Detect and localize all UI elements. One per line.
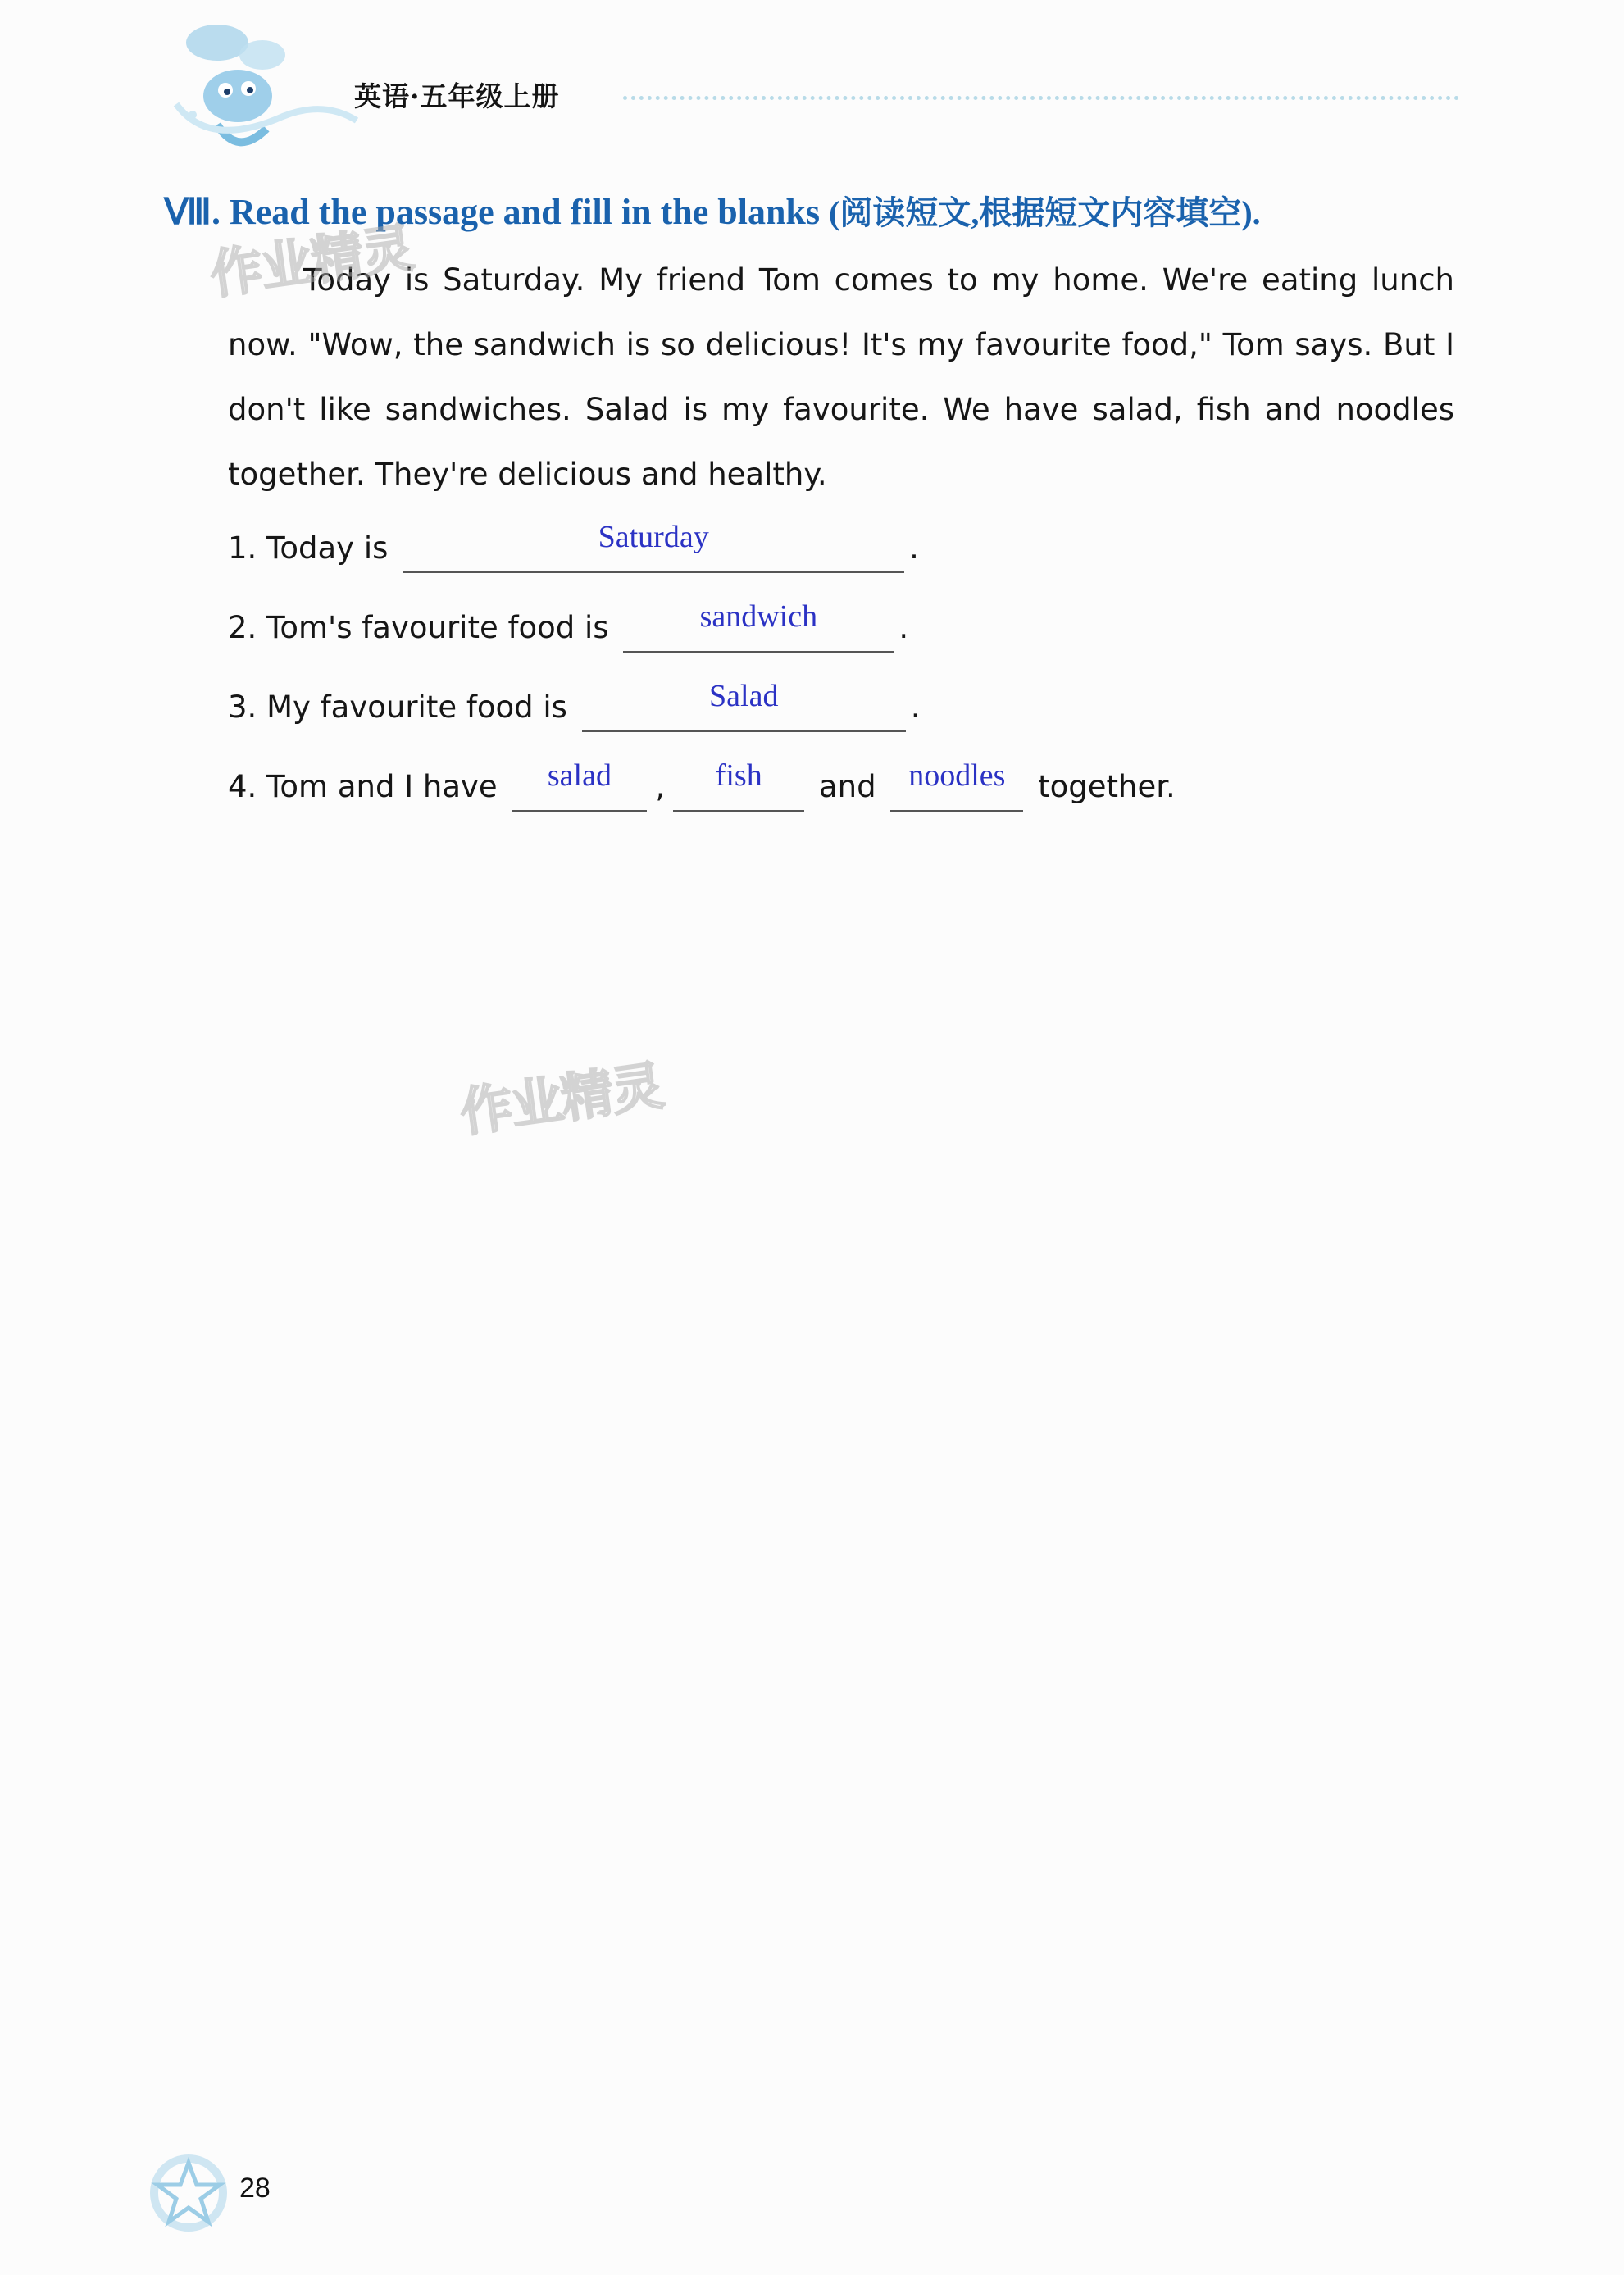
page-number: 28 (239, 2173, 271, 2204)
watermark: 作业精灵 (206, 218, 416, 307)
connector-word: and (818, 769, 876, 804)
answer-text: fish (715, 758, 762, 793)
reading-passage: Today is Saturday. My friend Tom comes to my home. We're eating lunch now. "Wow, the sandwich is so delicious! It's my favourite food," Tom says. But I don't like sandwiches. Salad is my favourite. We have salad, fish and noodles together. They're delicious and healthy. (228, 262, 1454, 492)
answer-blank[interactable] (623, 599, 894, 653)
answer-text: noodles (908, 758, 1006, 793)
question-suffix: together. (1038, 769, 1176, 804)
question-prompt: 3. My favourite food is (228, 689, 567, 725)
answer-blank[interactable] (512, 758, 647, 812)
answer-text: salad (547, 758, 612, 793)
book-title: 英语·五年级上册 (354, 80, 560, 112)
answer-blank[interactable] (890, 758, 1023, 812)
answer-blank[interactable] (673, 758, 804, 812)
question-suffix: . (910, 689, 921, 725)
mascot-logo-icon (160, 18, 365, 157)
question-1 (228, 522, 919, 571)
answer-text: sandwich (699, 599, 818, 634)
header-dotted-rule (623, 96, 1459, 100)
answer-blank[interactable] (403, 522, 904, 573)
question-4 (228, 758, 1176, 810)
question-prompt: 2. Tom's favourite food is (228, 610, 609, 645)
question-prompt: 4. Tom and I have (228, 769, 498, 804)
watermark: 作业精灵 (456, 1056, 666, 1144)
question-prompt: 1. Today is (228, 530, 389, 566)
answer-blank[interactable] (582, 681, 906, 732)
answer-text: Saturday (598, 520, 709, 554)
question-suffix: . (898, 610, 909, 645)
section-number: Ⅷ. (164, 192, 221, 232)
question-2 (228, 599, 909, 651)
separator: , (655, 769, 666, 804)
section-title-cn: (阅读短文,根据短文内容填空). (829, 194, 1261, 231)
star-icon (148, 2148, 238, 2238)
section-title-en: Read the passage and fill in the blanks (229, 192, 821, 232)
answer-text: Salad (709, 679, 779, 713)
question-3 (228, 681, 921, 730)
question-suffix: . (909, 530, 919, 566)
